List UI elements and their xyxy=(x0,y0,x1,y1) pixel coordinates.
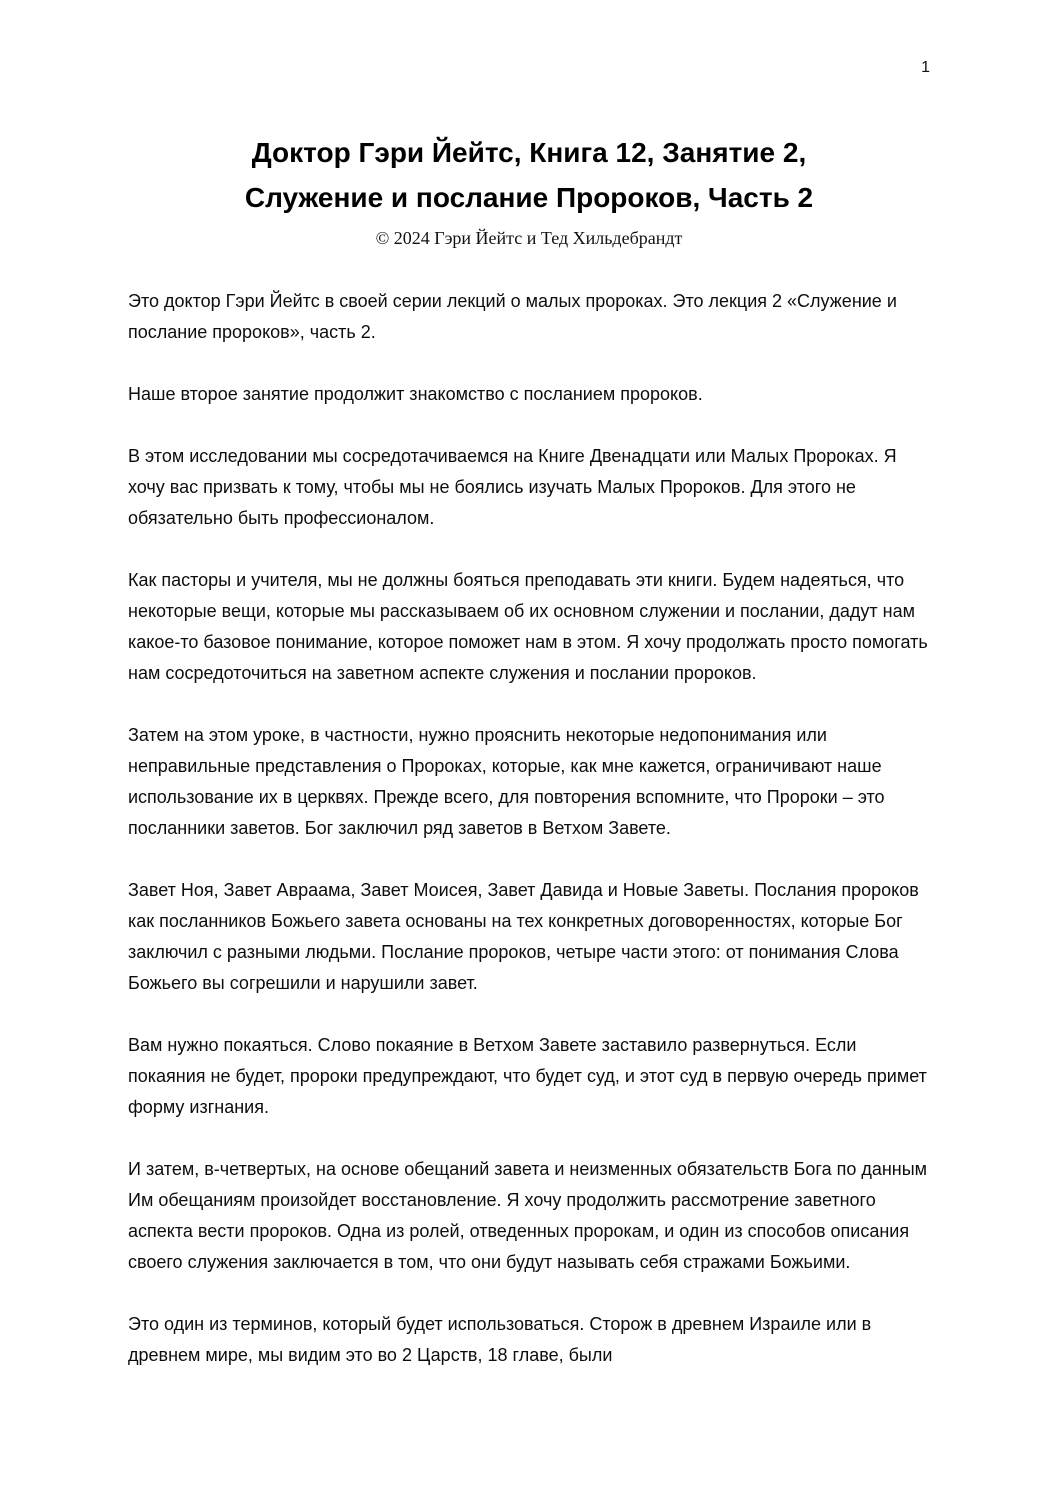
paragraph-8: И затем, в-четвертых, на основе обещаний завета и неизменных обязательств Бога по данным Им обещаниям произойдет восстановление. Я хочу продолжить рассмотрение заветного аспекта вести пророков. Одна из ролей, отведенных пророкам, и один из способов описания своего служения заключается в том, что они будут называть себя стражами Божьими. xyxy=(128,1159,928,1272)
copyright-line: © 2024 Гэри Йейтс и Тед Хильдебрандт xyxy=(375,228,683,248)
document-body xyxy=(128,286,930,1371)
title-line-2: Служение и послание Пророков, Часть 2 xyxy=(244,182,814,213)
paragraph-2: Наше второе занятие продолжит знакомство с посланием пророков. xyxy=(128,384,703,404)
paragraph-5: Затем на этом уроке, в частности, нужно прояснить некоторые недопонимания или неправильные представления о Пророках, которые, как мне кажется, ограничивают наше использование их в церквях. Прежде всего, для повторения вспомните, что Пророки – это посланники заветов. Бог заключил ряд заветов в Ветхом Завете. xyxy=(128,725,885,838)
title-line-1: Доктор Гэри Йейтс, Книга 12, Занятие 2, xyxy=(251,137,807,168)
paragraph-3: В этом исследовании мы сосредотачиваемся на Книге Двенадцати или Малых Пророках. Я хочу вас призвать к тому, чтобы мы не боялись изучать Малых Пророков. Для этого не обязательно быть профессионалом. xyxy=(128,446,897,528)
document-title xyxy=(128,130,930,220)
paragraph-9: Это один из терминов, который будет использоваться. Сторож в древнем Израиле или в древнем мире, мы видим это во 2 Царств, 18 главе, были xyxy=(128,1314,872,1365)
page-number: 1 xyxy=(921,59,930,76)
paragraph-6: Завет Ноя, Завет Авраама, Завет Моисея, Завет Давида и Новые Заветы. Послания пророков как посланников Божьего завета основаны на тех конкретных договоренностях, которые Бог заключил с разными людьми. Послание пророков, четыре части этого: от понимания Слова Божьего вы согрешили и нарушили завет. xyxy=(128,880,919,993)
paragraph-4: Как пасторы и учителя, мы не должны бояться преподавать эти книги. Будем надеяться, что некоторые вещи, которые мы рассказываем об их основном служении и послании, дадут нам какое-то базовое понимание, которое поможет нам в этом. Я хочу продолжать просто помогать нам сосредоточиться на заветном аспекте служения и послании пророков. xyxy=(128,570,928,683)
paragraph-1: Это доктор Гэри Йейтс в своей серии лекций о малых пророках. Это лекция 2 «Служение и послание пророков», часть 2. xyxy=(128,291,897,342)
paragraph-7: Вам нужно покаяться. Слово покаяние в Ветхом Завете заставило развернуться. Если покаяния не будет, пророки предупреждают, что будет суд, и этот суд в первую очередь примет форму изгнания. xyxy=(128,1035,927,1117)
